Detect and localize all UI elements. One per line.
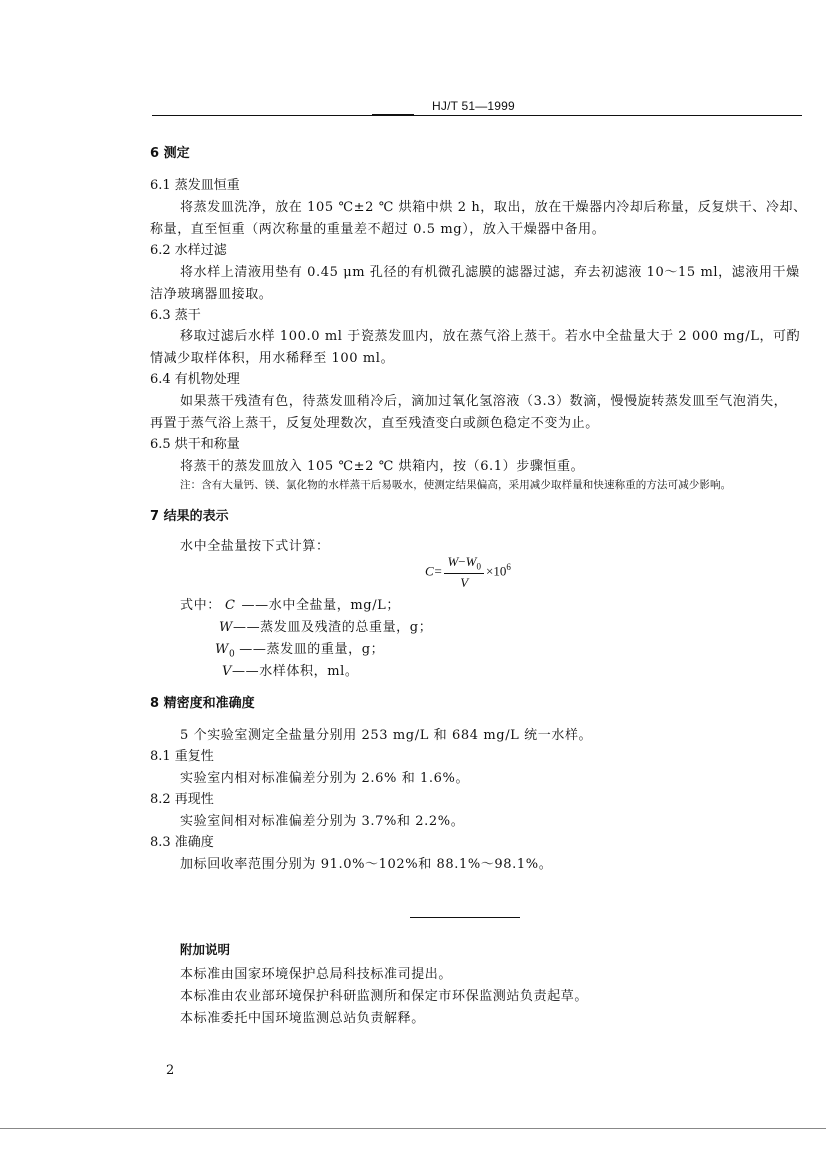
page-edge-line (0, 1128, 826, 1129)
var-w (219, 616, 432, 638)
var-w0 (215, 638, 384, 660)
section-8-1-title: 8.1 重复性 (150, 749, 214, 764)
section-6-2-line-1: 将水样上清液用垫有 0.45 μm 孔径的有机微孔滤膜的滤器过滤，弃去初滤液 10～15 ml，滤液用干燥 (180, 265, 800, 280)
var-w-desc: ——蒸发皿及残渣的总重量，g； (232, 620, 433, 635)
formula-denominator: V (460, 574, 469, 590)
section-6-5-title: 6.5 烘干和称量 (150, 437, 240, 452)
formula-exponent: 6 (506, 561, 511, 572)
var-w0-symbol: W (215, 642, 229, 657)
header-rule-accent (372, 114, 414, 116)
appendix-line-1: 本标准由国家环境保护总局科技标准司提出。 (180, 967, 453, 982)
section-6-1-line-2: 称量，直至恒重（两次称量的重量差不超过 0.5 mg），放入干燥器中备用。 (150, 222, 606, 237)
section-8-2-title: 8.2 再现性 (150, 792, 214, 807)
var-w0-desc: ——蒸发皿的重量，g； (239, 642, 385, 657)
formula-lhs: C= (425, 563, 443, 579)
formula-fraction (444, 554, 484, 591)
section-6-5-line-1: 将蒸干的蒸发皿放入 105 ℃±2 ℃ 烘箱内，按（6.1）步骤恒重。 (180, 459, 585, 474)
section-6-5-note: 注：含有大量钙、镁、氯化物的水样蒸干后易吸水，使测定结果偏高，采用减少取样量和快速称重的方法可减少影响。 (180, 479, 732, 491)
section-8-3-line-1: 加标回收率范围分别为 91.0%～102%和 88.1%～98.1%。 (180, 857, 553, 872)
section-6-2-line-2: 洁净玻璃器皿接取。 (150, 287, 273, 302)
formula-num-w0: W (465, 554, 477, 569)
formula-numerator (444, 554, 484, 574)
where-label: 式中： (180, 598, 221, 613)
section-6-2-title: 6.2 水样过滤 (150, 243, 227, 258)
appendix-heading: 附加说明 (180, 942, 231, 957)
section-8-intro: 5 个实验室测定全盐量分别用 253 mg/L 和 684 mg/L 统一水样。 (180, 728, 593, 743)
section-6-3-line-1: 移取过滤后水样 100.0 ml 于瓷蒸发皿内，放在蒸气浴上蒸干。若水中全盐量大于 2 000 mg/L，可酌 (180, 329, 801, 344)
formula-num-sub: 0 (476, 561, 481, 572)
standard-code: HJ/T 51—1999 (432, 99, 515, 113)
section-7-intro: 水中全盐量按下式计算： (180, 539, 330, 554)
appendix-line-3: 本标准委托中国环境监测总站负责解释。 (180, 1011, 425, 1026)
result-formula (425, 554, 511, 591)
var-w-symbol: W (219, 620, 233, 635)
section-6-4-line-1: 如果蒸干残渣有色，待蒸发皿稍冷后，滴加过氧化氢溶液（3.3）数滴，慢慢旋转蒸发皿至气泡消失， (180, 394, 788, 409)
section-7-heading: 7 结果的表示 (150, 509, 229, 524)
section-8-3-title: 8.3 准确度 (150, 835, 214, 850)
formula-num-w: W (447, 554, 459, 569)
section-8-1-line-1: 实验室内相对标准偏差分别为 2.6% 和 1.6%。 (180, 771, 470, 786)
section-6-3-title: 6.3 蒸干 (150, 308, 201, 323)
header-rule (152, 115, 802, 116)
var-c-symbol: C (225, 598, 236, 613)
var-c-desc: ——水中全盐量，mg/L； (241, 598, 401, 613)
var-v (222, 660, 359, 682)
var-w0-sub: 0 (228, 649, 236, 660)
page-number: 2 (166, 1063, 175, 1078)
section-6-heading: 6 测定 (150, 146, 190, 161)
section-8-2-line-1: 实验室间相对标准偏差分别为 3.7%和 2.2%。 (180, 814, 465, 829)
section-6-4-line-2: 再置于蒸气浴上蒸干，反复处理数次，直至残渣变白或颜色稳定不变为止。 (150, 416, 599, 431)
section-6-1-line-1: 将蒸发皿洗净，放在 105 ℃±2 ℃ 烘箱中烘 2 h，取出，放在干燥器内冷却后称量，反复烘干、冷却、 (180, 200, 807, 215)
end-rule (410, 917, 520, 918)
section-6-4-title: 6.4 有机物处理 (150, 372, 240, 387)
formula-times: ×10 (485, 563, 507, 579)
var-c (225, 594, 400, 616)
section-6-3-line-2: 情减少取样体积，用水稀释至 100 ml。 (150, 351, 395, 366)
section-8-heading: 8 精密度和准确度 (150, 696, 255, 711)
section-6-1-title: 6.1 蒸发皿恒重 (150, 178, 240, 193)
var-v-symbol: V (222, 664, 232, 679)
appendix-line-2: 本标准由农业部环境保护科研监测所和保定市环保监测站负责起草。 (180, 989, 589, 1004)
var-v-desc: ——水样体积，ml。 (232, 664, 359, 679)
formula-minus: − (458, 554, 466, 569)
